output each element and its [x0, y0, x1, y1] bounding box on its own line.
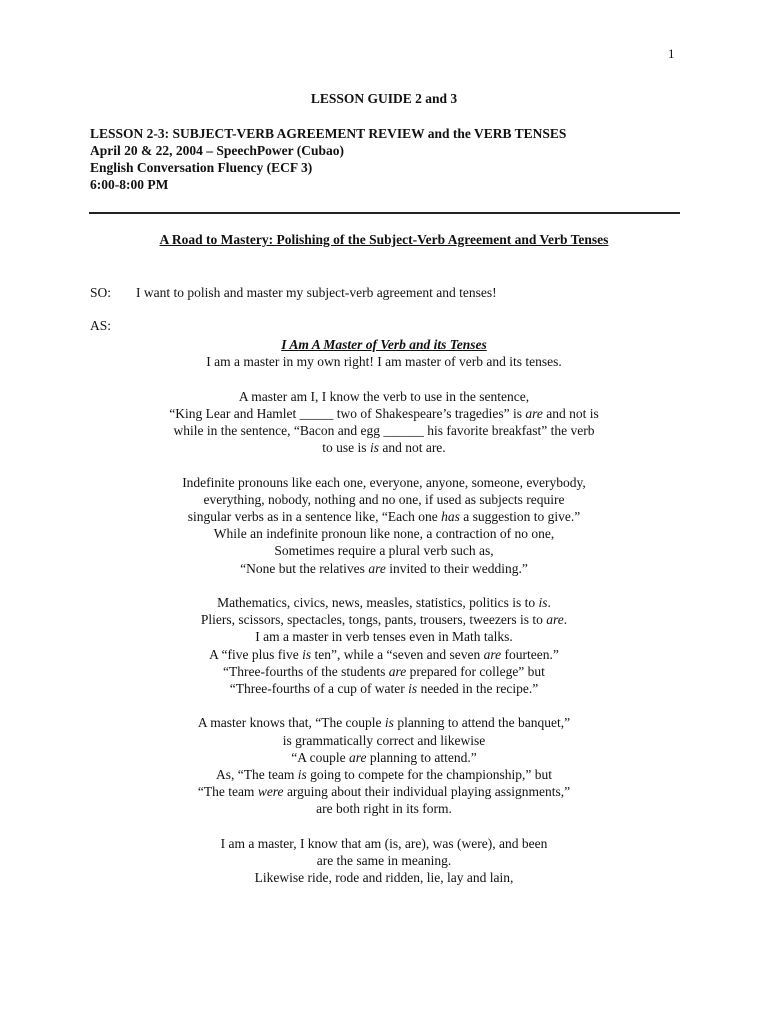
emphasized-verb: is [369, 440, 379, 456]
text: A “five plus five [209, 646, 303, 662]
text: to use is [322, 440, 370, 456]
poem-line [0, 663, 768, 680]
poem-line: while in the sentence, “Bacon and egg ______ his favorite breakfast” the verb [173, 423, 595, 438]
emphasized-verb: were [257, 784, 284, 800]
stanza-gap [0, 697, 768, 714]
poem [0, 336, 768, 886]
text: ten”, while a “seven and seven [311, 646, 484, 662]
poem-line [0, 439, 768, 456]
emphasized-verb: has [441, 509, 460, 524]
emphasized-verb: is [538, 595, 548, 610]
poem-line: Likewise ride, rode and ridden, lie, lay and lain, [254, 870, 514, 886]
text: “The team [197, 784, 258, 800]
poem-line [0, 646, 768, 663]
text: “A couple [291, 749, 349, 765]
poem-title: I Am A Master of Verb and its Tenses [281, 337, 487, 352]
text: invited to their wedding.” [385, 560, 528, 576]
poem-line: I am a master, I know that am (is, are), was (were), and been [220, 835, 548, 851]
text: needed in the recipe.” [417, 681, 539, 697]
course-name: English Conversation Fluency (ECF 3) [90, 160, 313, 175]
header-divider [89, 212, 680, 214]
stanza-gap [0, 577, 768, 594]
emphasized-verb: are [368, 560, 386, 576]
text: A master knows that, “The couple [197, 715, 385, 731]
so-statement [90, 285, 497, 301]
text: and not is [542, 405, 599, 421]
poem-line: I am a master in my own right! I am master of verb and its tenses. [206, 354, 562, 370]
text: planning to attend.” [366, 749, 477, 765]
poem-line [0, 405, 768, 422]
lesson-header [90, 125, 566, 193]
stanza-gap [0, 456, 768, 473]
text: fourteen.” [501, 646, 559, 662]
emphasized-verb: are [349, 749, 367, 765]
poem-line: I am a master in verb tenses even in Math talks. [255, 629, 513, 645]
poem-line: are both right in its form. [316, 801, 452, 817]
stanza-gap [0, 818, 768, 835]
poem-line: Sometimes require a plural verb such as, [274, 543, 494, 559]
text: “Three-fourths of a cup of water [229, 681, 409, 697]
so-label: SO: [90, 285, 112, 300]
class-time: 6:00-8:00 PM [90, 177, 169, 192]
text: Pliers, scissors, spectacles, tongs, pants, trousers, tweezers is to [200, 612, 547, 628]
page-number: 1 [668, 46, 675, 61]
emphasized-verb: are [546, 612, 564, 628]
text: “None but the relatives [240, 560, 369, 576]
text: Mathematics, civics, news, measles, statistics, politics is to [217, 595, 539, 610]
stanza-gap [0, 370, 768, 387]
text: going to compete for the championship,” but [306, 767, 552, 783]
text: “Three-fourths of the students [223, 663, 389, 679]
text: . [547, 595, 551, 610]
poem-line: While an indefinite pronoun like none, a contraction of no one, [213, 526, 555, 542]
guide-title: LESSON GUIDE 2 and 3 [310, 91, 458, 106]
emphasized-verb: is [302, 646, 312, 662]
text: “King Lear and Hamlet _____ two of Shakespeare’s tragedies” is [169, 405, 526, 421]
poem-line: are the same in meaning. [316, 853, 452, 869]
poem-line: everything, nobody, nothing and no one, if used as subjects require [203, 491, 565, 507]
poem-line: A master am I, I know the verb to use in the sentence, [238, 388, 530, 404]
so-text: I want to polish and master my subject-verb agreement and tenses! [136, 285, 497, 300]
poem-line [0, 680, 768, 697]
poem-line [0, 508, 768, 525]
text: . [563, 612, 568, 628]
poem-line [0, 714, 768, 731]
emphasized-verb: is [408, 681, 418, 697]
text: and not are. [378, 440, 446, 456]
poem-line [0, 611, 768, 628]
text: singular verbs as in a sentence like, “Each one [187, 509, 442, 524]
text: a suggestion to give.” [459, 509, 581, 524]
poem-line [0, 594, 768, 611]
emphasized-verb: are [483, 646, 502, 662]
emphasized-verb: is [384, 715, 394, 731]
as-label: AS: [90, 318, 112, 333]
poem-line [0, 783, 768, 800]
text: arguing about their individual playing assignments,” [283, 784, 571, 800]
poem-line: is grammatically correct and likewise [282, 732, 486, 748]
poem-line: Indefinite pronouns like each one, everyone, anyone, someone, everybody, [182, 474, 586, 490]
lesson-title: LESSON 2-3: SUBJECT-VERB AGREEMENT REVIEW and the VERB TENSES [90, 126, 567, 141]
text: planning to attend the banquet,” [393, 715, 571, 731]
poem-line [0, 766, 768, 783]
text: As, “The team [216, 767, 298, 783]
poem-line [0, 560, 768, 577]
lesson-date-venue: April 20 & 22, 2004 – SpeechPower (Cubao) [90, 143, 344, 158]
subtitle-text: A Road to Mastery: Polishing of the Subject-Verb Agreement and Verb Tenses [159, 232, 609, 247]
emphasized-verb: are [525, 405, 543, 421]
emphasized-verb: are [388, 663, 407, 679]
document-subtitle [0, 232, 768, 248]
emphasized-verb: is [297, 767, 307, 783]
poem-line [0, 749, 768, 766]
text: prepared for college” but [406, 663, 545, 679]
